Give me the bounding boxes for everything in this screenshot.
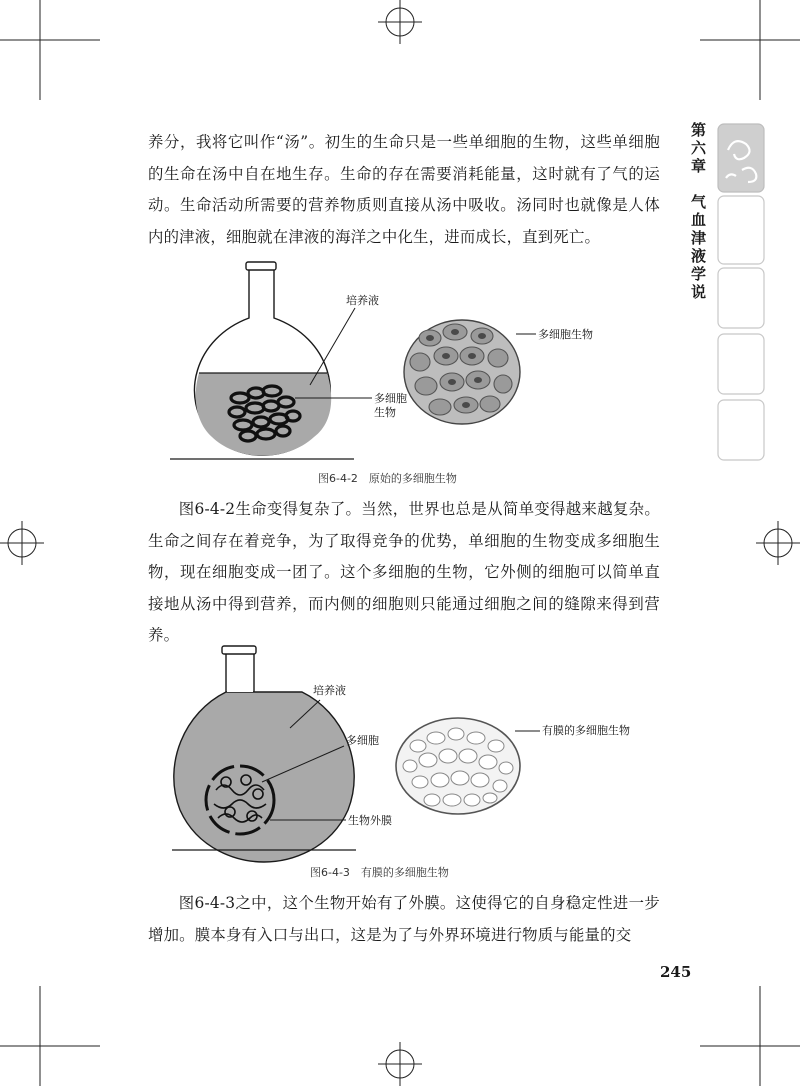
label-organism-line1: 多细胞 bbox=[374, 392, 407, 405]
label-culture-medium-1: 培养液 bbox=[346, 294, 379, 307]
magnified-organism-2 bbox=[396, 718, 520, 814]
paragraph-1: 养分，我将它叫作“汤”。初生的生命只是一些单细胞的生物，这些单细胞的生命在汤中自在地生存。生命的存在需要消耗能量，这时就有了气的运动。生命活动所需要的营养物质则直接从汤中吸收。汤同时也就像是人体内的津液，细胞就在津液的海洋之中化生，进而成长，直到死亡。 bbox=[148, 133, 660, 246]
label-cells-2: 多细胞 bbox=[346, 734, 379, 747]
culture-medium-2 bbox=[174, 692, 354, 862]
figure-caption-2: 图6-4-3 有膜的多细胞生物 bbox=[310, 866, 449, 879]
paragraph-3: 图6-4-3之中，这个生物开始有了外膜。这使得它的自身稳定性进一步增加。膜本身有入口与出口，这是为了与外界环境进行物质与能量的交 bbox=[148, 894, 660, 944]
label-culture-medium-2: 培养液 bbox=[313, 684, 346, 697]
figure-caption-1: 图6-4-2 原始的多细胞生物 bbox=[318, 472, 457, 485]
paragraph-2: 图6-4-2生命变得复杂了。当然，世界也总是从简单变得越来越复杂。生命之间存在着竞争，为了取得竞争的优势，单细胞的生物变成多细胞生物，现在细胞变成一团了。这个多细胞的生物，它外侧的细胞可以简单直接地从汤中得到营养，而内侧的细胞则只能通过细胞之间的缝隙来得到营养。 bbox=[148, 500, 660, 644]
label-magnified-organism-2: 有膜的多细胞生物 bbox=[542, 724, 630, 737]
label-organism-line2: 生物 bbox=[374, 406, 396, 419]
chapter-title: 第六章 气血津液学说 bbox=[689, 122, 707, 302]
label-magnified-organism-1: 多细胞生物 bbox=[538, 328, 593, 341]
page-number: 245 bbox=[660, 963, 692, 981]
label-membrane-2: 生物外膜 bbox=[348, 814, 392, 827]
